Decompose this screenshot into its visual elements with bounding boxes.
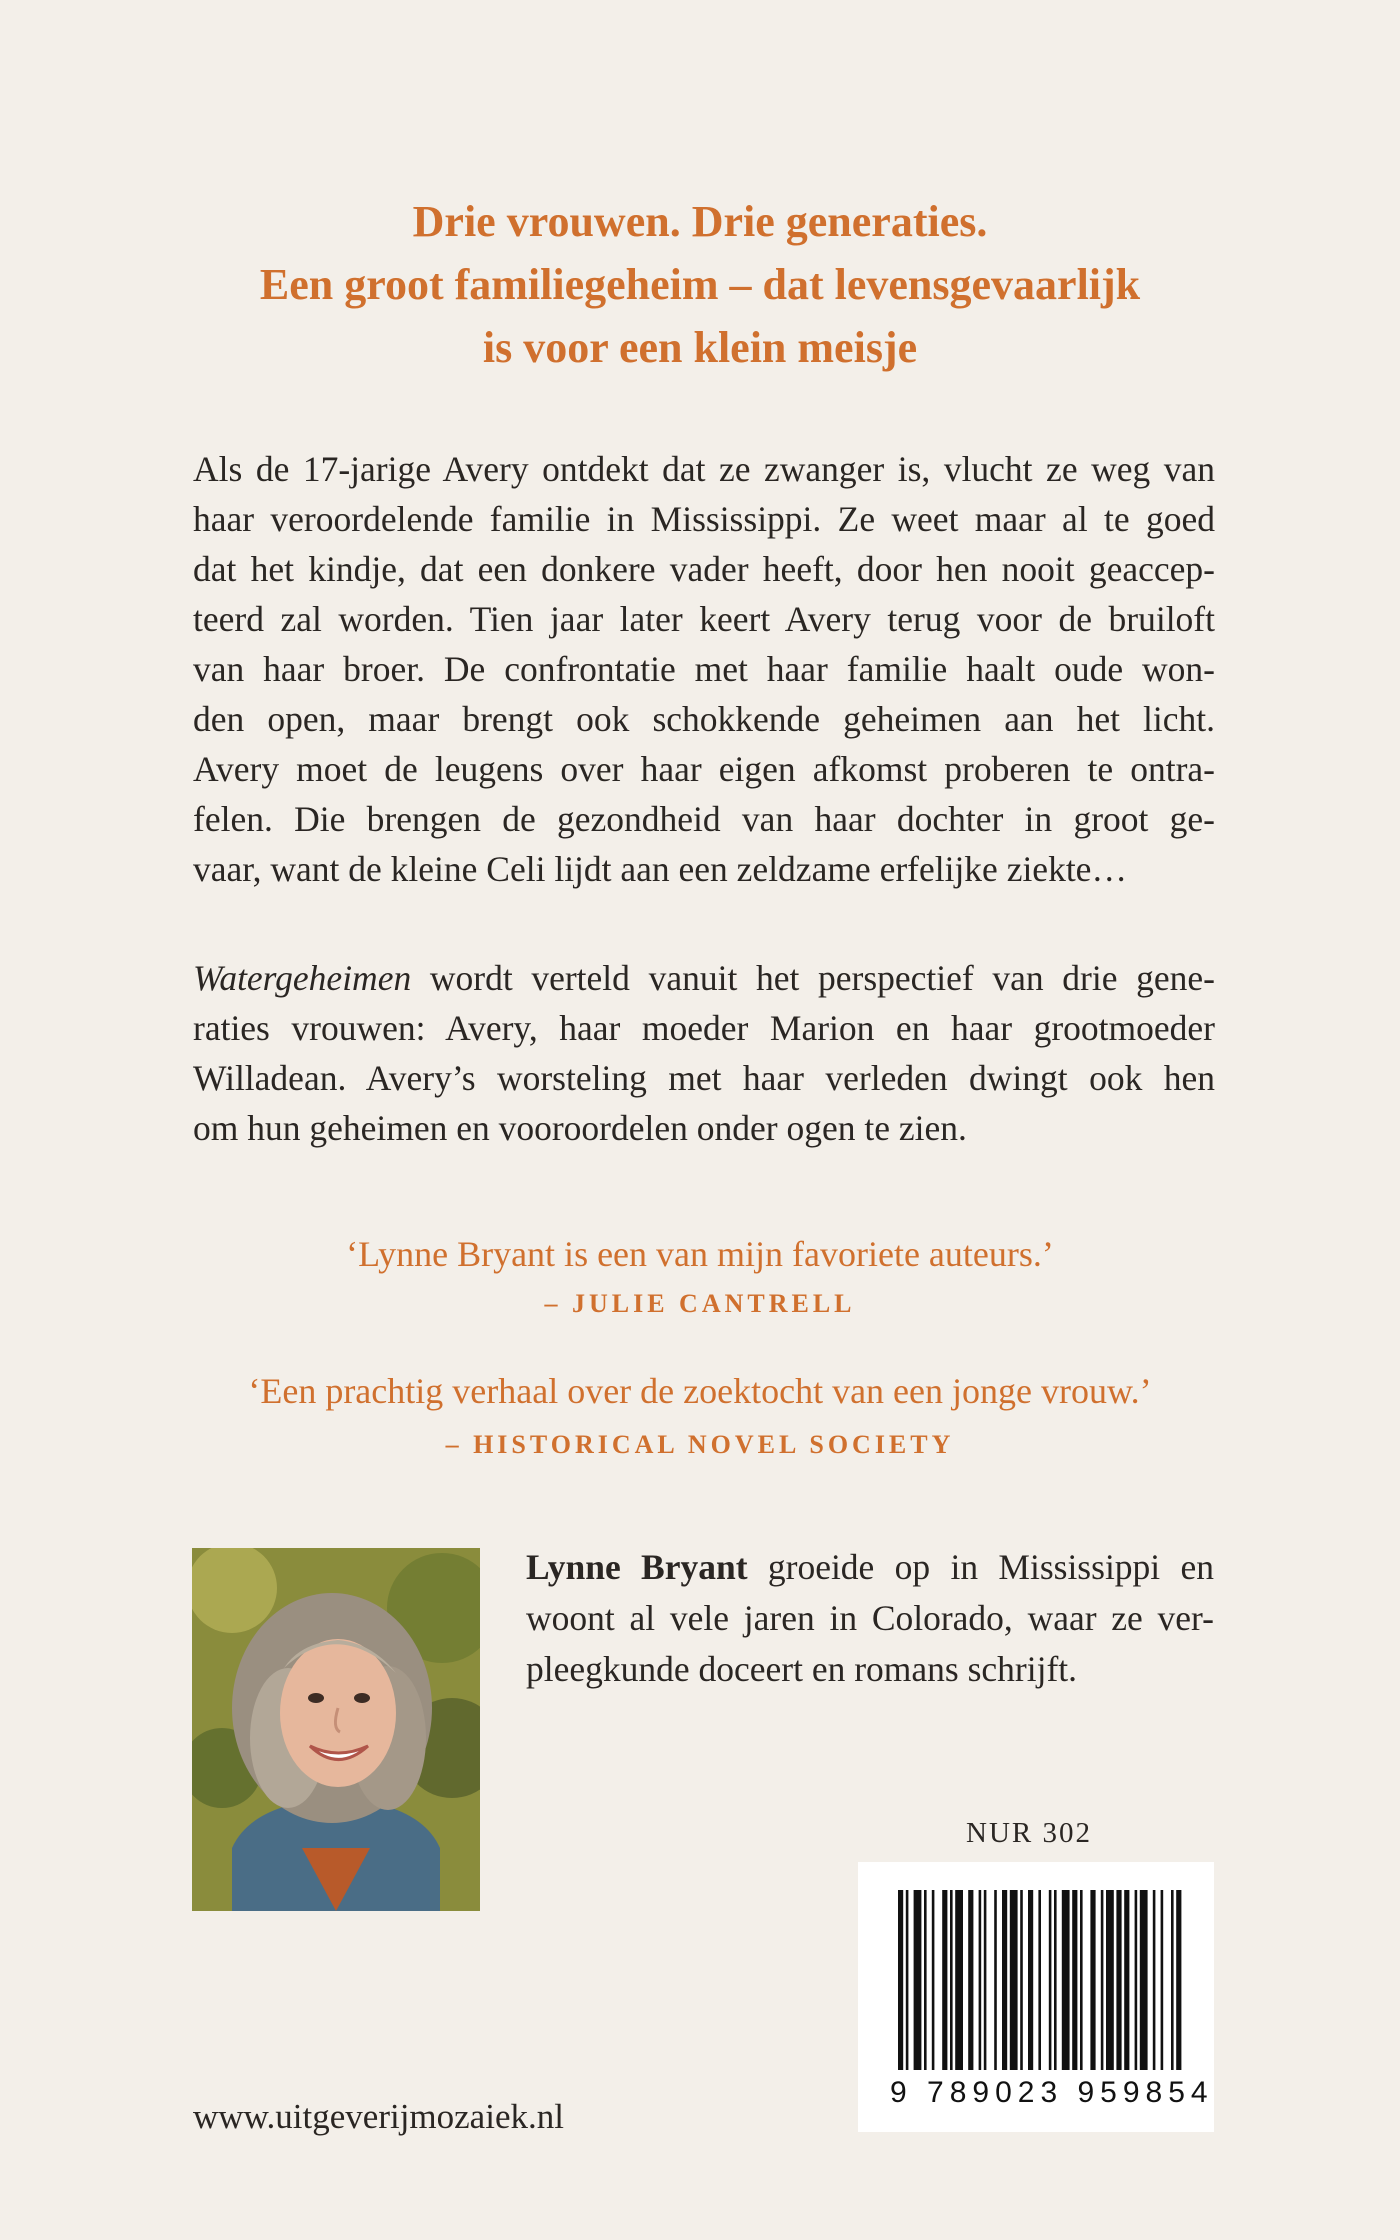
barcode-bar [1049, 1890, 1052, 2070]
barcode-bar [1176, 1890, 1181, 2070]
barcode-bar [1072, 1890, 1077, 2070]
author-bio [526, 1542, 1214, 1695]
blurb-line: vaar, want de kleine Celi lijdt aan een zeldzame erfelijke ziekte… [193, 849, 1127, 889]
barcode-bar [1010, 1890, 1018, 2070]
barcode-bar [1002, 1890, 1007, 2070]
barcode-bar [1153, 1890, 1156, 2070]
tagline-line: Drie vrouwen. Drie generaties. [412, 197, 988, 246]
barcode-bar [1171, 1890, 1174, 2070]
barcode-bar [1116, 1890, 1121, 2070]
author-name: Lynne Bryant [526, 1547, 748, 1587]
blurb-line: teerd zal worden. Tien jaar later keert Avery terug voor de bruiloft [193, 599, 1215, 639]
blurb-line: haar veroordelende familie in Mississippi. Ze weet maar al te goed [193, 499, 1215, 539]
isbn-number: 9 789023 959854 [890, 2076, 1214, 2109]
bio-line: woont al vele jaren in Colorado, waar ze ver- [526, 1598, 1214, 1638]
barcode-bar [950, 1890, 953, 2070]
barcode-bar [968, 1890, 973, 2070]
barcode-bar [942, 1890, 947, 2070]
bio-line-text: groeide op in Mississippi en [747, 1547, 1214, 1587]
author-portrait-illustration [192, 1548, 480, 1911]
barcode-bar [1161, 1890, 1164, 2070]
barcode-bar [1101, 1890, 1104, 2070]
publisher-website[interactable]: www.uitgeverijmozaiek.nl [193, 2097, 564, 2136]
barcode-bar [1090, 1890, 1095, 2070]
review-attribution: – JULIE CANTRELL [544, 1289, 856, 1318]
book-title: Watergeheimen [193, 958, 412, 998]
barcode-bar [1038, 1890, 1041, 2070]
barcode-bar [955, 1890, 963, 2070]
barcode-bar [1106, 1890, 1114, 2070]
barcode [858, 1862, 1214, 2132]
blurb-line: Avery moet de leugens over haar eigen afkomst proberen te ontra- [193, 749, 1215, 789]
bio-line: pleegkunde doceert en romans schrijft. [526, 1649, 1078, 1689]
barcode-bar [898, 1890, 903, 2070]
barcode-bar [1020, 1890, 1023, 2070]
tagline-line: is voor een klein meisje [482, 323, 918, 372]
barcode-bar [1054, 1890, 1057, 2070]
author-photo [192, 1548, 480, 1911]
barcode-bar [984, 1890, 987, 2070]
blurb-line [193, 953, 1215, 1003]
blurb-line: om hun geheimen en vooroordelen onder ogen te zien. [193, 1108, 967, 1148]
barcode-bar [1062, 1890, 1070, 2070]
review-quote: ‘Een prachtig verhaal over de zoektocht van een jonge vrouw.’ [248, 1371, 1152, 1411]
barcode-bar [906, 1890, 909, 2070]
blurb-line: den open, maar brengt ook schokkende geheimen aan het licht. [193, 699, 1215, 739]
review-quote: ‘Lynne Bryant is een van mijn favoriete auteurs.’ [346, 1234, 1054, 1274]
barcode-bar [1135, 1890, 1138, 2070]
blurb-line: dat het kindje, dat een donkere vader heeft, door hen nooit geaccep- [193, 549, 1215, 589]
tagline-line: Een groot familiegeheim – dat levensgevaarlijk [259, 260, 1141, 309]
blurb-paragraph-2 [193, 953, 1215, 1153]
barcode-bar [1028, 1890, 1033, 2070]
barcode-bar [914, 1890, 922, 2070]
barcode-bar [979, 1890, 982, 2070]
barcode-bar [1124, 1890, 1129, 2070]
barcode-bar [1140, 1890, 1148, 2070]
blurb-line: Als de 17-jarige Avery ontdekt dat ze zwanger is, vlucht ze weg van [193, 449, 1215, 489]
barcode-bar [1080, 1890, 1083, 2070]
barcode-bar [924, 1890, 927, 2070]
review-attribution: – HISTORICAL NOVEL SOCIETY [445, 1430, 955, 1459]
barcode-bar [994, 1890, 997, 2070]
blurb-paragraph-1 [193, 444, 1215, 894]
blurb-line: felen. Die brengen de gezondheid van haar dochter in groot ge- [193, 799, 1215, 839]
blurb-line: raties vrouwen: Avery, haar moeder Marion en haar grootmoeder [193, 1008, 1215, 1048]
bio-line [526, 1542, 1214, 1593]
blurb-line-text: wordt verteld vanuit het perspectief van drie gene- [411, 958, 1215, 998]
nur-code: NUR 302 [966, 1817, 1092, 1849]
blurb-line: Willadean. Avery’s worsteling met haar verleden dwingt ook hen [193, 1058, 1215, 1098]
blurb-line: van haar broer. De confrontatie met haar familie haalt oude won- [193, 649, 1215, 689]
tagline [0, 190, 1400, 379]
barcode-bar [932, 1890, 935, 2070]
